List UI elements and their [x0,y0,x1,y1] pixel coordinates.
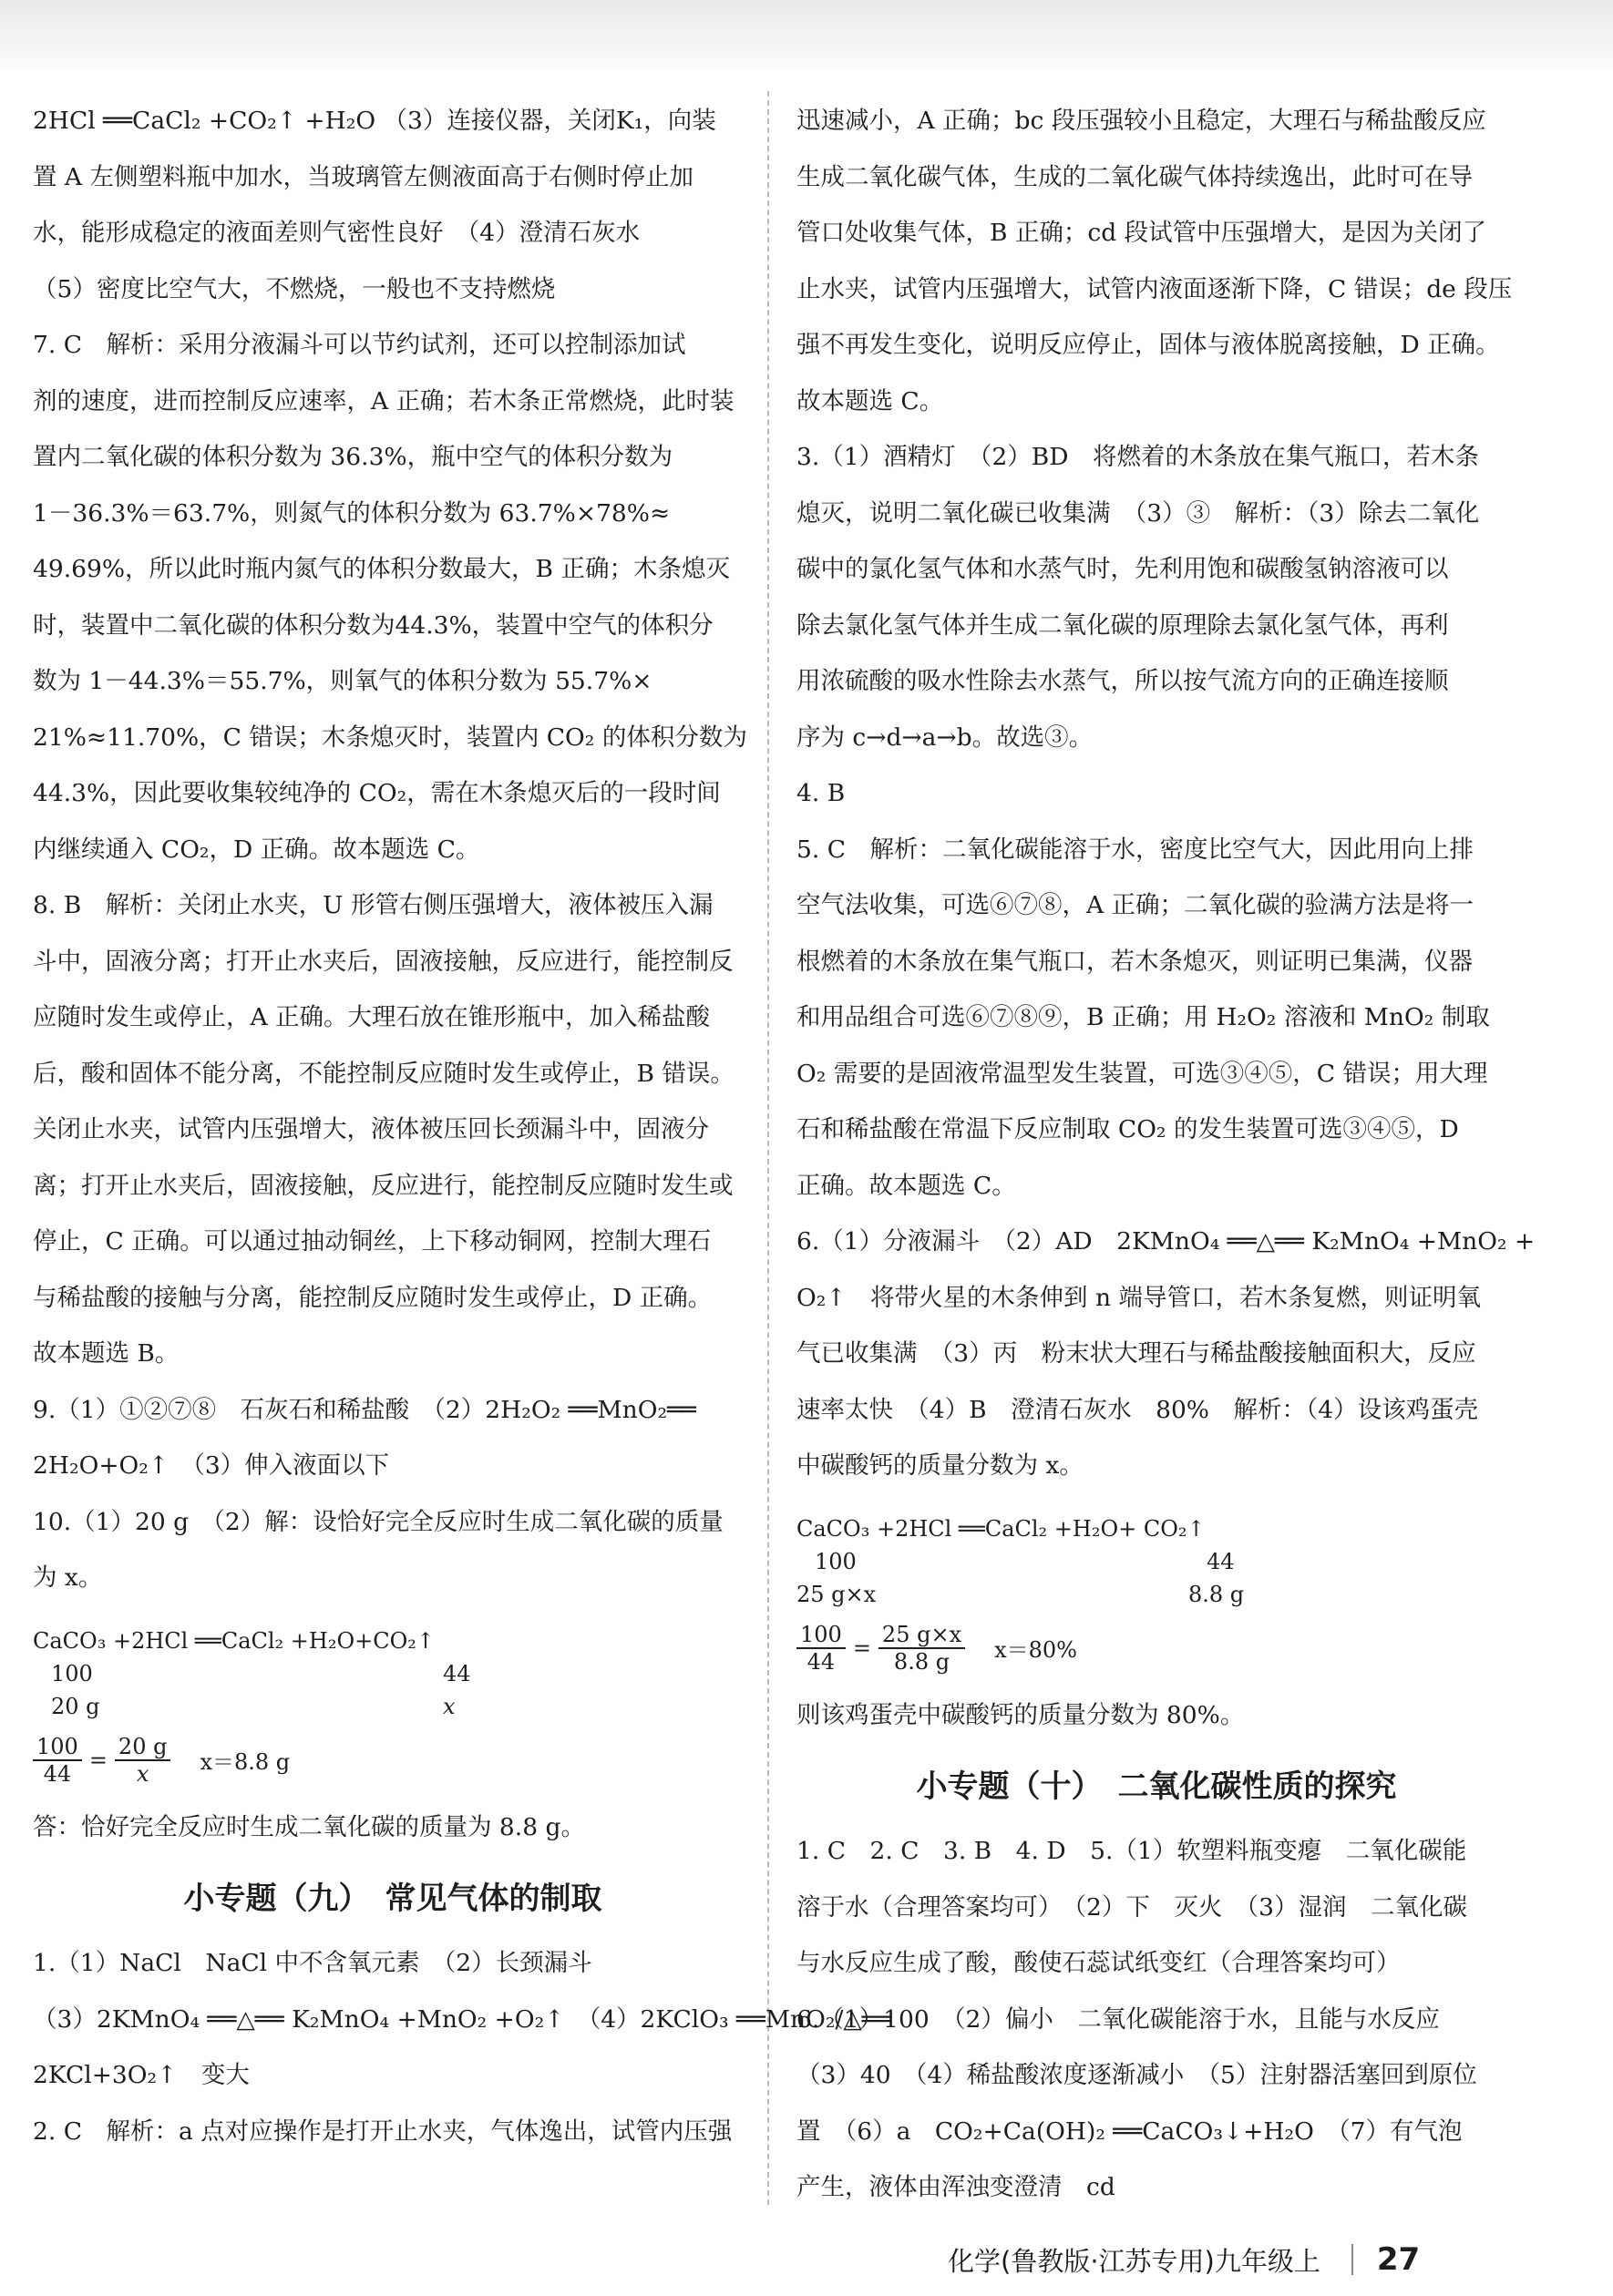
numerator: 100 [796,1622,846,1649]
equation-line: CaCO₃ +2HCl ══CaCl₂ +H₂O+CO₂↑ [33,1627,436,1654]
text-line: 用浓硫酸的吸水性除去水蒸气，所以按气流方向的正确连接顺 [796,667,1449,695]
text-line: 水，能形成稳定的液面差则气密性良好 （4）澄清石灰水 [33,219,641,247]
text-line: 数为 1－44.3%＝55.7%，则氧气的体积分数为 55.7%× [33,667,652,695]
text-line: 1－36.3%＝63.7%，则氮气的体积分数为 63.7%×78%≈ [33,498,671,528]
text-line: 和用品组合可选⑥⑦⑧⑨，B 正确；用 H₂O₂ 溶液和 MnO₂ 制取 [796,1003,1490,1031]
text-line: 置 （6）a CO₂+Ca(OH)₂ ══CaCO₃↓+H₂O （7）有气泡 [796,2117,1463,2146]
text-line: 剂的速度，进而控制反应速率，A 正确；若木条正常燃烧，此时装 [33,386,735,415]
text-line: 7. C 解析：采用分液漏斗可以节约试剂，还可以控制添加试 [33,331,686,359]
text-line: 2HCl ══CaCl₂ +CO₂↑ +H₂O （3）连接仪器，关闭K₁，向装 [33,107,716,135]
text-line: 2. C 解析：a 点对应操作是打开止水夹，气体逸出，试管内压强 [33,2117,733,2146]
text-line: 置 A 左侧塑料瓶中加水，当玻璃管左侧液面高于右侧时停止加 [33,162,693,191]
text-line: 应随时发生或停止，A 正确。大理石放在锥形瓶中，加入稀盐酸 [33,1003,711,1031]
numerator: 20 g [115,1734,171,1761]
text-line: O₂ 需要的是固液常温型发生装置，可选③④⑤，C 错误；用大理 [796,1059,1488,1088]
text-line: 熄灭，说明二氧化碳已收集满 （3）③ 解析：（3）除去二氧化 [796,498,1480,528]
equals-sign: = [88,1747,108,1773]
text-line: 3.（1）酒精灯 （2）BD 将燃着的木条放在集气瓶口，若木条 [796,443,1479,471]
fraction [878,1622,965,1675]
text-line: 气已收集满 （3）丙 粉末状大理石与稀盐酸接触面积大，反应 [796,1339,1476,1368]
footer-separator [1351,2244,1353,2275]
text-line: 5. C 解析：二氧化碳能溶于水，密度比空气大，因此用向上排 [796,835,1474,864]
text-line: 6.（1）100 （2）偏小 二氧化碳能溶于水，且能与水反应 [796,2004,1440,2034]
text-line: （3）2KMnO₄ ══△══ K₂MnO₄ +MnO₂ +O₂↑ （4）2KClO₃ ══MnO₂/△══ [33,2004,891,2034]
text-line: 4. B [796,779,846,807]
text-line: （3）40 （4）稀盐酸浓度逐渐减小 （5）注射器活塞回到原位 [796,2061,1477,2089]
text-line: （5）密度比空气大，不燃烧，一般也不支持燃烧 [33,274,556,303]
fraction [115,1734,171,1787]
given-mass-row [33,1690,753,1723]
text-line: 碳中的氯化氢气体和水蒸气时，先利用饱和碳酸氢钠溶液可以 [796,555,1449,583]
text-line: 后，酸和固体不能分离，不能控制反应随时发生或停止，B 错误。 [33,1059,735,1088]
right-text-block-b [796,1823,1516,2216]
text-line: 正确。故本题选 C。 [796,1171,1016,1200]
mass-value: 44 [1207,1548,1235,1574]
text-line: 时，装置中二氧化碳的体积分数为44.3%，装置中空气的体积分 [33,610,714,640]
numerator: 25 g×x [878,1622,965,1649]
denominator: 44 [806,1648,836,1675]
text-line: 根燃着的木条放在集气瓶口，若木条熄灭，则证明已集满，仪器 [796,947,1473,976]
text-line: 6.（1）分液漏斗 （2）AD 2KMnO₄ ══△══ K₂MnO₄ +MnO₂ + [796,1227,1536,1256]
text-line: 空气法收集，可选⑥⑦⑧，A 正确；二氧化碳的验满方法是将一 [796,891,1474,919]
molar-mass-row [33,1657,753,1690]
text-line: 除去氯化氢气体并生成二氧化碳的原理除去氯化氢气体，再利 [796,610,1449,640]
text-line: 强不再发生变化，说明反应停止，固体与液体脱离接触，D 正确。 [796,331,1500,359]
text-line: 故本题选 C。 [796,386,944,415]
text-line: 1. C 2. C 3. B 4. D 5.（1）软塑料瓶变瘪 二氧化碳能 [796,1837,1467,1865]
answer-line: 则该鸡蛋壳中碳酸钙的质量分数为 80%。 [796,1700,1245,1729]
denominator: 44 [43,1760,72,1787]
text-line: 石和稀盐酸在常温下反应制取 CO₂ 的发生装置可选③④⑤，D [796,1115,1459,1143]
ratio-line [796,1616,1516,1680]
text-line: 溶于水（合理答案均可） （2）下 灭火 （3）湿润 二氧化碳 [796,1892,1467,1922]
right-text-block-a [796,93,1536,1494]
ratio-line [33,1728,753,1792]
text-line: 8. B 解析：关闭止水夹，U 形管右侧压强增大，液体被压入漏 [33,891,714,919]
mass-value: 100 [815,1548,857,1574]
molar-mass-row [796,1545,1516,1578]
calc-result: x＝80% [994,1637,1077,1663]
text-line: 生成二氧化碳气体，生成的二氧化碳气体持续逸出，此时可在导 [796,162,1473,191]
numerator: 100 [33,1734,82,1761]
mass-value: 44 [443,1660,471,1686]
text-line: O₂↑ 将带火星的木条伸到 n 端导管口，若木条复燃，则证明氧 [796,1283,1481,1312]
text-line: 9.（1）①②⑦⑧ 石灰石和稀盐酸 （2）2H₂O₂ ══MnO₂══ [33,1395,696,1424]
text-line: 故本题选 B。 [33,1339,180,1368]
denominator: x [136,1760,149,1787]
text-line: 10.（1）20 g （2）解：设恰好完全反应时生成二氧化碳的质量 [33,1507,724,1536]
section-heading-9: 小专题（九） 常见气体的制取 [183,1881,602,1917]
text-line: 离；打开止水夹后，固液接触，反应进行，能控制反应随时发生或 [33,1171,734,1200]
answer-line: 答：恰好完全反应时生成二氧化碳的质量为 8.8 g。 [33,1812,585,1841]
text-line: 2KCl+3O₂↑ 变大 [33,2061,250,2089]
left-text-block-a [33,93,753,1606]
mass-value: x [443,1693,456,1719]
equation-line: CaCO₃ +2HCl ══CaCl₂ +H₂O+ CO₂↑ [796,1515,1206,1542]
mass-value: 20 g [51,1693,100,1719]
text-line: 置内二氧化碳的体积分数为 36.3%，瓶中空气的体积分数为 [33,443,673,471]
text-line: 44.3%，因此要收集较纯净的 CO₂，需在木条熄灭后的一段时间 [33,779,721,807]
denominator: 8.8 g [893,1648,950,1675]
column-divider [767,91,769,2205]
text-line: 与水反应生成了酸，酸使石蕊试纸变红（合理答案均可） [796,1949,1401,1977]
text-line: 内继续通入 CO₂，D 正确。故本题选 C。 [33,835,480,864]
given-mass-row [796,1578,1516,1611]
text-line: 迅速减小，A 正确；bc 段压强较小且稳定，大理石与稀盐酸反应 [796,107,1486,135]
calc-result: x＝8.8 g [200,1749,291,1775]
scan-top-band [0,0,1613,77]
fraction [796,1622,846,1675]
text-line: 2H₂O+O₂↑ （3）伸入液面以下 [33,1451,390,1480]
page-number: 27 [1376,2241,1421,2278]
section-heading-10: 小专题（十） 二氧化碳性质的探究 [916,1768,1397,1805]
text-line: 止水夹，试管内压强增大，试管内液面逐渐下降，C 错误；de 段压 [796,274,1513,303]
text-line: 停止，C 正确。可以通过抽动铜丝，上下移动铜网，控制大理石 [33,1227,712,1256]
text-line: 序为 c→d→a→b。故选③。 [796,723,1094,752]
text-line: 与稀盐酸的接触与分离，能控制反应随时发生或停止，D 正确。 [33,1283,713,1312]
right-column [796,93,1536,2216]
fraction [33,1734,82,1787]
text-line: 速率太快 （4）B 澄清石灰水 80% 解析：（4）设该鸡蛋壳 [796,1395,1479,1424]
mass-value: 100 [51,1660,93,1686]
text-line: 中碳酸钙的质量分数为 x。 [796,1451,1084,1480]
text-line: 1.（1）NaCl NaCl 中不含氧元素 （2）长颈漏斗 [33,1949,592,1977]
text-line: 产生，液体由浑浊变澄清 cd [796,2173,1115,2201]
mass-value: 25 g×x [796,1581,877,1607]
text-line: 为 x。 [33,1563,103,1592]
equals-sign: = [852,1635,871,1661]
text-line: 斗中，固液分离；打开止水夹后，固液接触，反应进行，能控制反 [33,947,734,976]
text-line: 关闭止水夹，试管内压强增大，液体被压回长颈漏斗中，固液分 [33,1115,709,1143]
mass-value: 8.8 g [1188,1581,1245,1607]
text-line: 21%≈11.70%，C 错误；木条熄灭时，装置内 CO₂ 的体积分数为 [33,723,747,752]
page-footer [948,2237,1586,2282]
text-line: 49.69%，所以此时瓶内氮气的体积分数最大，B 正确；木条熄灭 [33,555,730,583]
text-line: 管口处收集气体，B 正确；cd 段试管中压强增大，是因为关闭了 [796,219,1487,247]
left-text-block-b [33,1935,891,2159]
book-title: 化学(鲁教版·江苏专用)九年级上 [948,2245,1320,2277]
